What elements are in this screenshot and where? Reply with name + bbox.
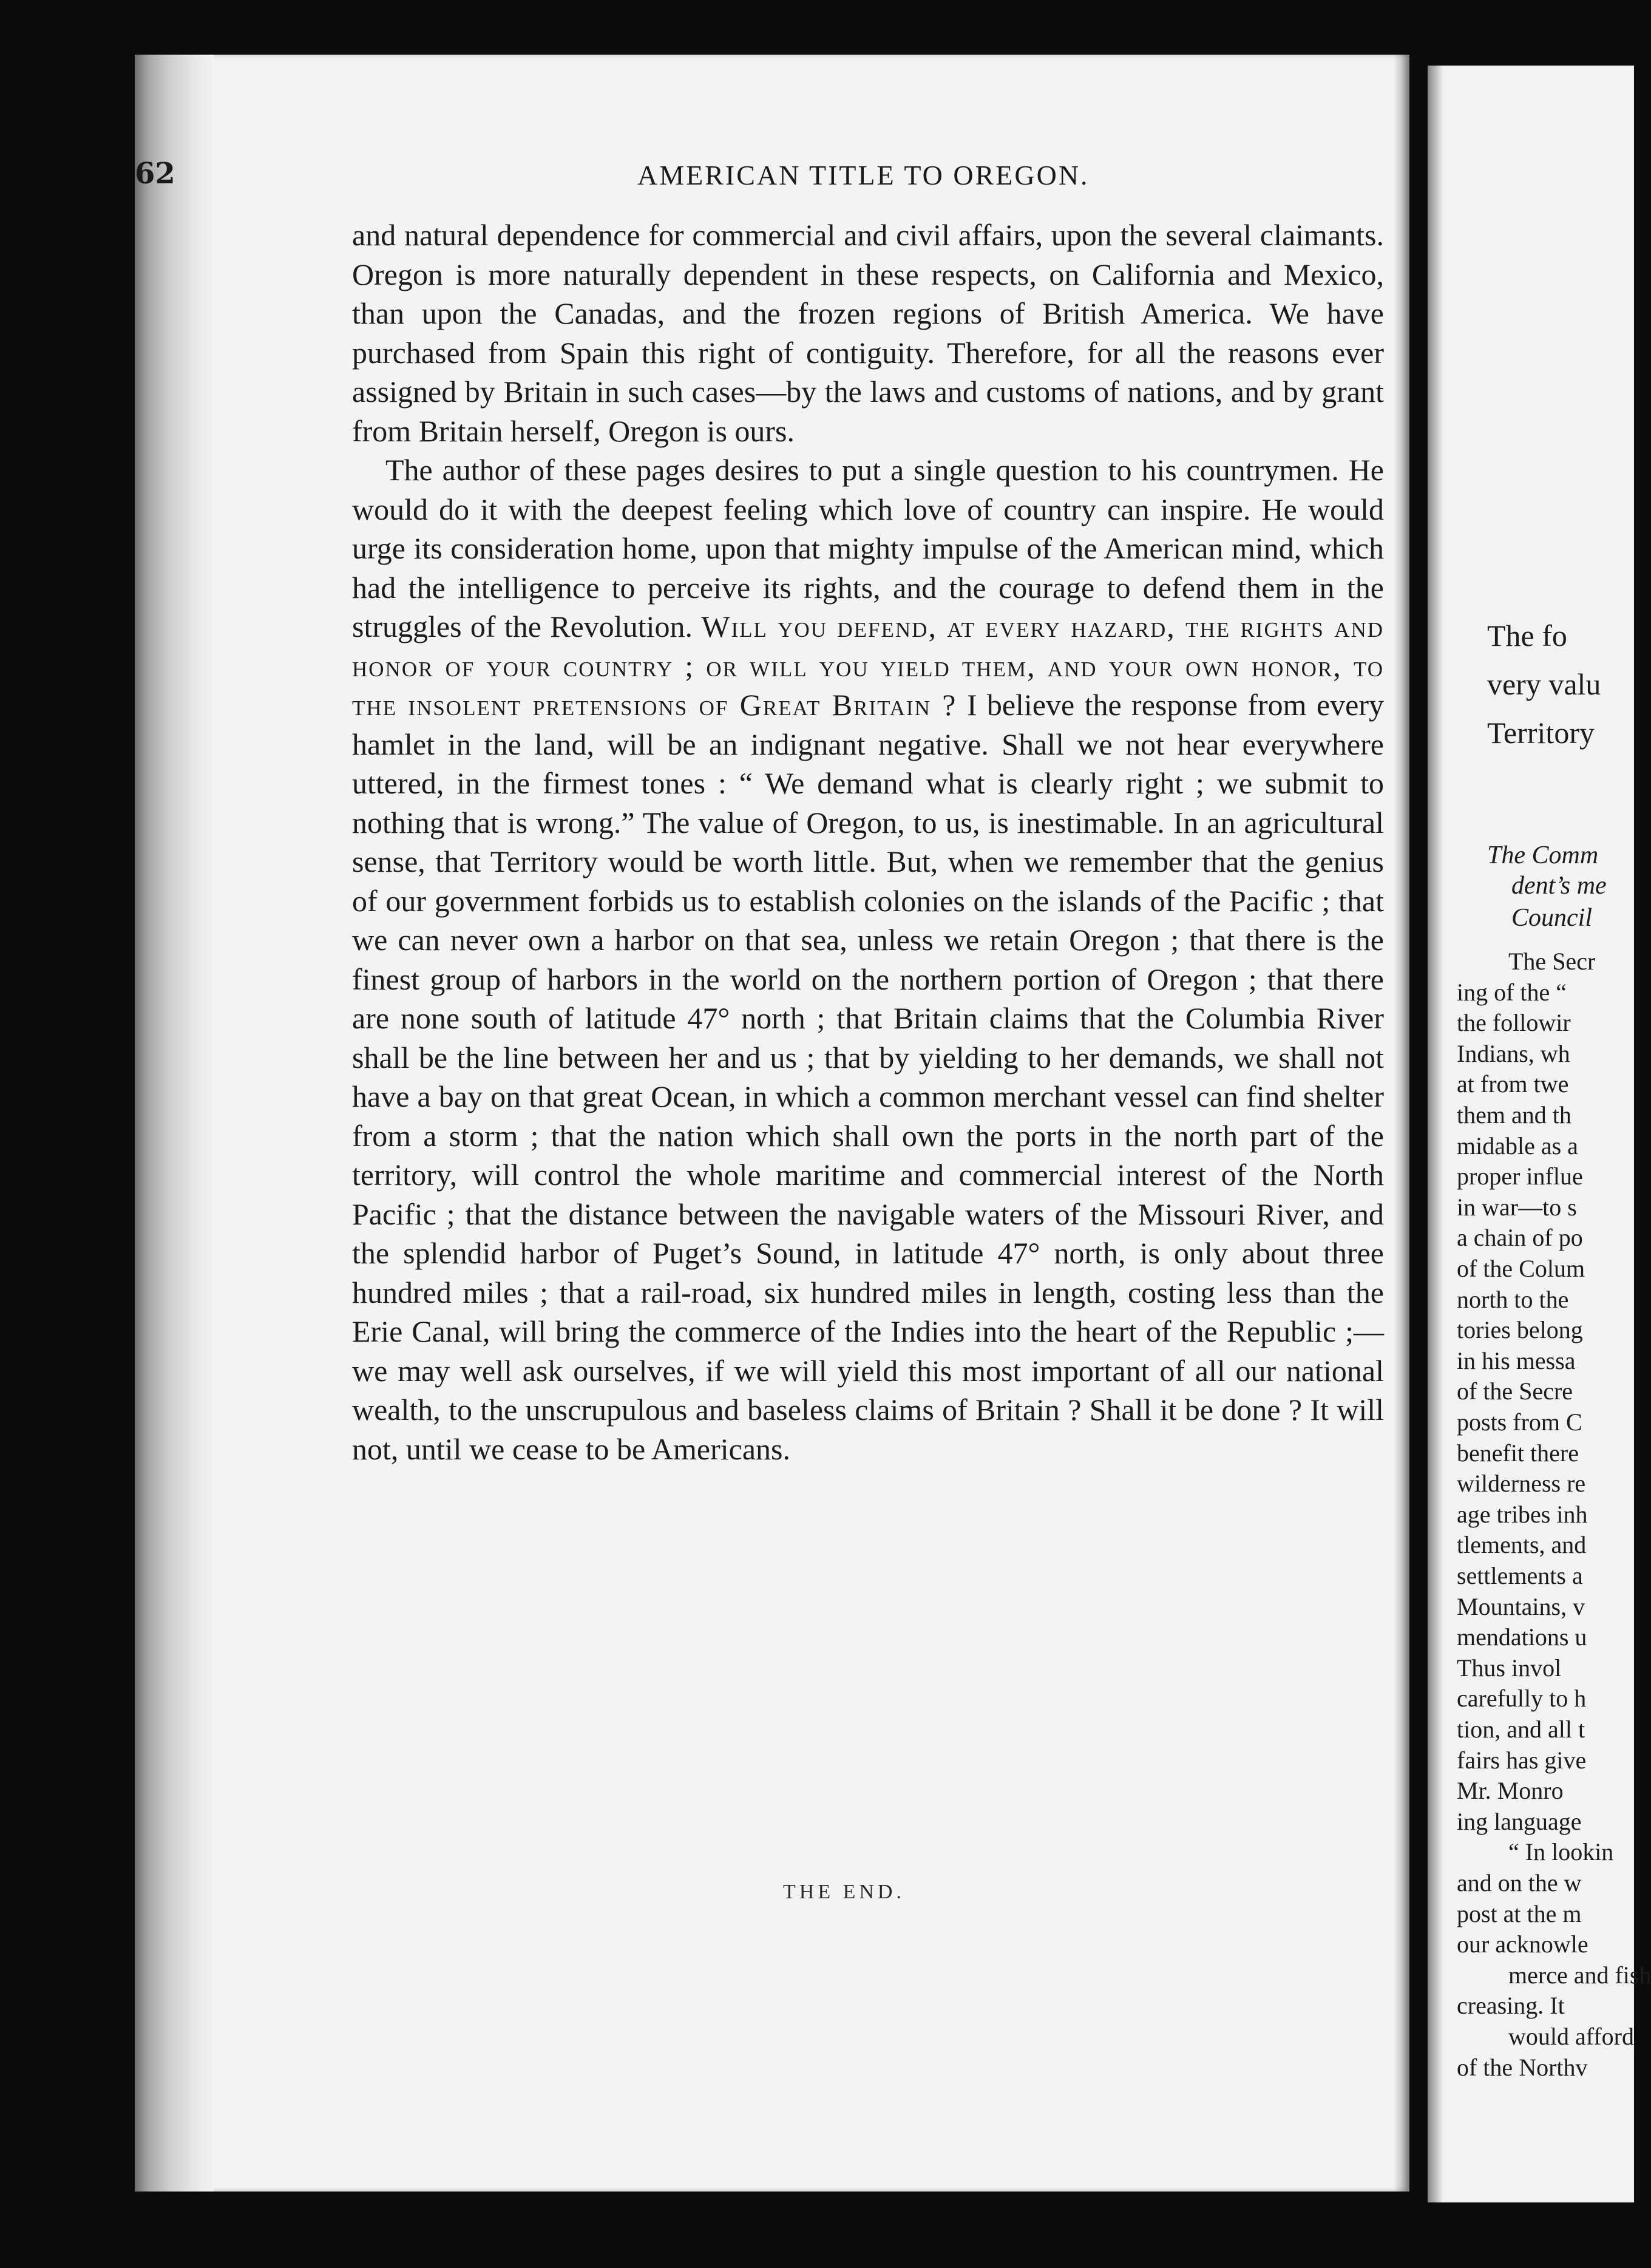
- facing-page-line: Territory: [1487, 716, 1595, 750]
- facing-page-line: our acknowle: [1457, 1930, 1588, 1958]
- facing-page-line: proper influe: [1457, 1163, 1583, 1190]
- end-mark: THE END.: [783, 1881, 905, 1903]
- facing-page-line: midable as a: [1457, 1132, 1578, 1159]
- facing-page-line: a chain of po: [1457, 1224, 1583, 1252]
- facing-page-line: benefit there: [1457, 1439, 1579, 1467]
- facing-page-line: Council: [1511, 904, 1592, 932]
- text-segment: and natural dependence for commercial and civil affairs, upon the several claimants. Oregon is more naturally dependent in these respects, on California and Mexico, than upon the Canadas, and the frozen regions of British America. We have purchased from Spain this right of contiguity. Therefore, for all the reasons ever assigned by Britain in such cases—by the laws and customs of nations, and by grant from Britain herself, Oregon is ours.: [352, 218, 1384, 448]
- facing-page-line: fairs has give: [1457, 1746, 1587, 1774]
- facing-page-line: settlements a: [1457, 1562, 1583, 1589]
- facing-page-line: creasing. It: [1457, 1992, 1565, 2020]
- facing-page-line: carefully to h: [1457, 1685, 1587, 1713]
- page-edge: [135, 55, 214, 2192]
- facing-page-line: north to the: [1457, 1285, 1569, 1313]
- facing-page-line: tories belong: [1457, 1316, 1583, 1344]
- facing-page-line: would afford: [1508, 2023, 1634, 2050]
- text-segment: I believe the response from every hamlet in the land, will be an indignant negative. Shall we not hear everywhere uttered, in the firmest tones : “ We demand what is clearly right ; we submit to nothing that is wrong.” The value of Oregon, to us, is inestimable. In an agricultural sense, that Territory would be worth little. But, when we remember that the genius of our government forbids us to establish colonies on the islands of the Pacific ; that we can never own a harbor on that sea, unless we retain Oregon ; that there is the finest group of harbors in the world on the northern portion of Oregon ; that there are none south of latitude 47° north ; that Britain claims that the Columbia River shall be the line between her and us ; that by yielding to her demands, we shall not have a bay on that great Ocean, in which a common merchant vessel can find shelter from a storm ; that the nation which shall own the ports in the north part of the territory, will control the whole maritime and commercial interest of the North Pacific ; that the distance between the navigable waters of the Missouri River, and the splendid harbor of Puget’s Sound, in latitude 47° north, is only about three hundred miles ; that a rail-road, six hundred miles in length, costing less than the Erie Canal, will bring the commerce of the Indies into the heart of the Republic ;—we may well ask ourselves, if we will yield this most important of all our national wealth, to the unscrupulous and baseless claims of Britain ? Shall it be done ? It will not, until we cease to be Americans.: [352, 688, 1384, 1466]
- facing-page-line: ing language: [1457, 1807, 1582, 1835]
- facing-page-line: Thus invol: [1457, 1654, 1562, 1682]
- facing-page-line: Mountains, v: [1457, 1592, 1585, 1620]
- body-text: [352, 216, 1384, 1468]
- facing-page-line: of the Secre: [1457, 1377, 1573, 1405]
- page-fold-shadow: [1394, 55, 1409, 2192]
- facing-page-line: of the Colum: [1457, 1255, 1585, 1282]
- facing-page-line: posts from C: [1457, 1408, 1582, 1436]
- paragraph: [352, 450, 1384, 1468]
- facing-page-line: The fo: [1487, 619, 1567, 653]
- text-segment: The author of these pages desires to put a single question to his countrymen. He would do it with the deepest feeling which love of country can inspire. He would urge its consideration home, upon that mighty impulse of the American mind, which had the intelligence to perceive its rights, and the courage to defend them in the struggles of the Revolution.: [352, 453, 1384, 643]
- facing-page-line: tlements, and: [1457, 1531, 1587, 1559]
- running-head: AMERICAN TITLE TO OREGON.: [637, 160, 1090, 191]
- facing-page-line: and on the w: [1457, 1869, 1582, 1896]
- paragraph: [352, 216, 1384, 450]
- facing-page-line: at from twe: [1457, 1070, 1569, 1098]
- facing-page-line: merce and fish: [1508, 1961, 1651, 1989]
- facing-page-line: age tribes inh: [1457, 1500, 1588, 1528]
- facing-page-line: wilderness re: [1457, 1470, 1586, 1498]
- facing-page-line: the followir: [1457, 1009, 1571, 1037]
- facing-page-line: Mr. Monro: [1457, 1777, 1564, 1805]
- facing-page-line: ing of the “: [1457, 978, 1567, 1006]
- facing-page-line: of the Northv: [1457, 2053, 1588, 2081]
- facing-page-line: in his messa: [1457, 1346, 1576, 1374]
- facing-page-line: in war—to s: [1457, 1193, 1577, 1221]
- facing-page-line: The Secr: [1508, 948, 1596, 975]
- facing-page-line: mendations u: [1457, 1623, 1587, 1651]
- facing-page-line: The Comm: [1487, 841, 1599, 869]
- facing-page-line: Indians, wh: [1457, 1039, 1570, 1067]
- facing-page-line: post at the m: [1457, 1900, 1582, 1927]
- smallcaps-passage: Will you defend, at every hazard, the rights and honor of your country ; or will you yield them, and your own honor, to the insolent pretensions of Great Britain ?: [352, 609, 1384, 722]
- facing-page-line: tion, and all t: [1457, 1716, 1585, 1743]
- page-number: 62: [135, 157, 175, 191]
- facing-page-line: dent’s me: [1511, 872, 1607, 900]
- gutter-shadow: [1428, 66, 1443, 2202]
- facing-page-line: “ In lookin: [1508, 1838, 1614, 1866]
- facing-page-line: them and th: [1457, 1101, 1571, 1129]
- facing-page-line: very valu: [1487, 667, 1601, 701]
